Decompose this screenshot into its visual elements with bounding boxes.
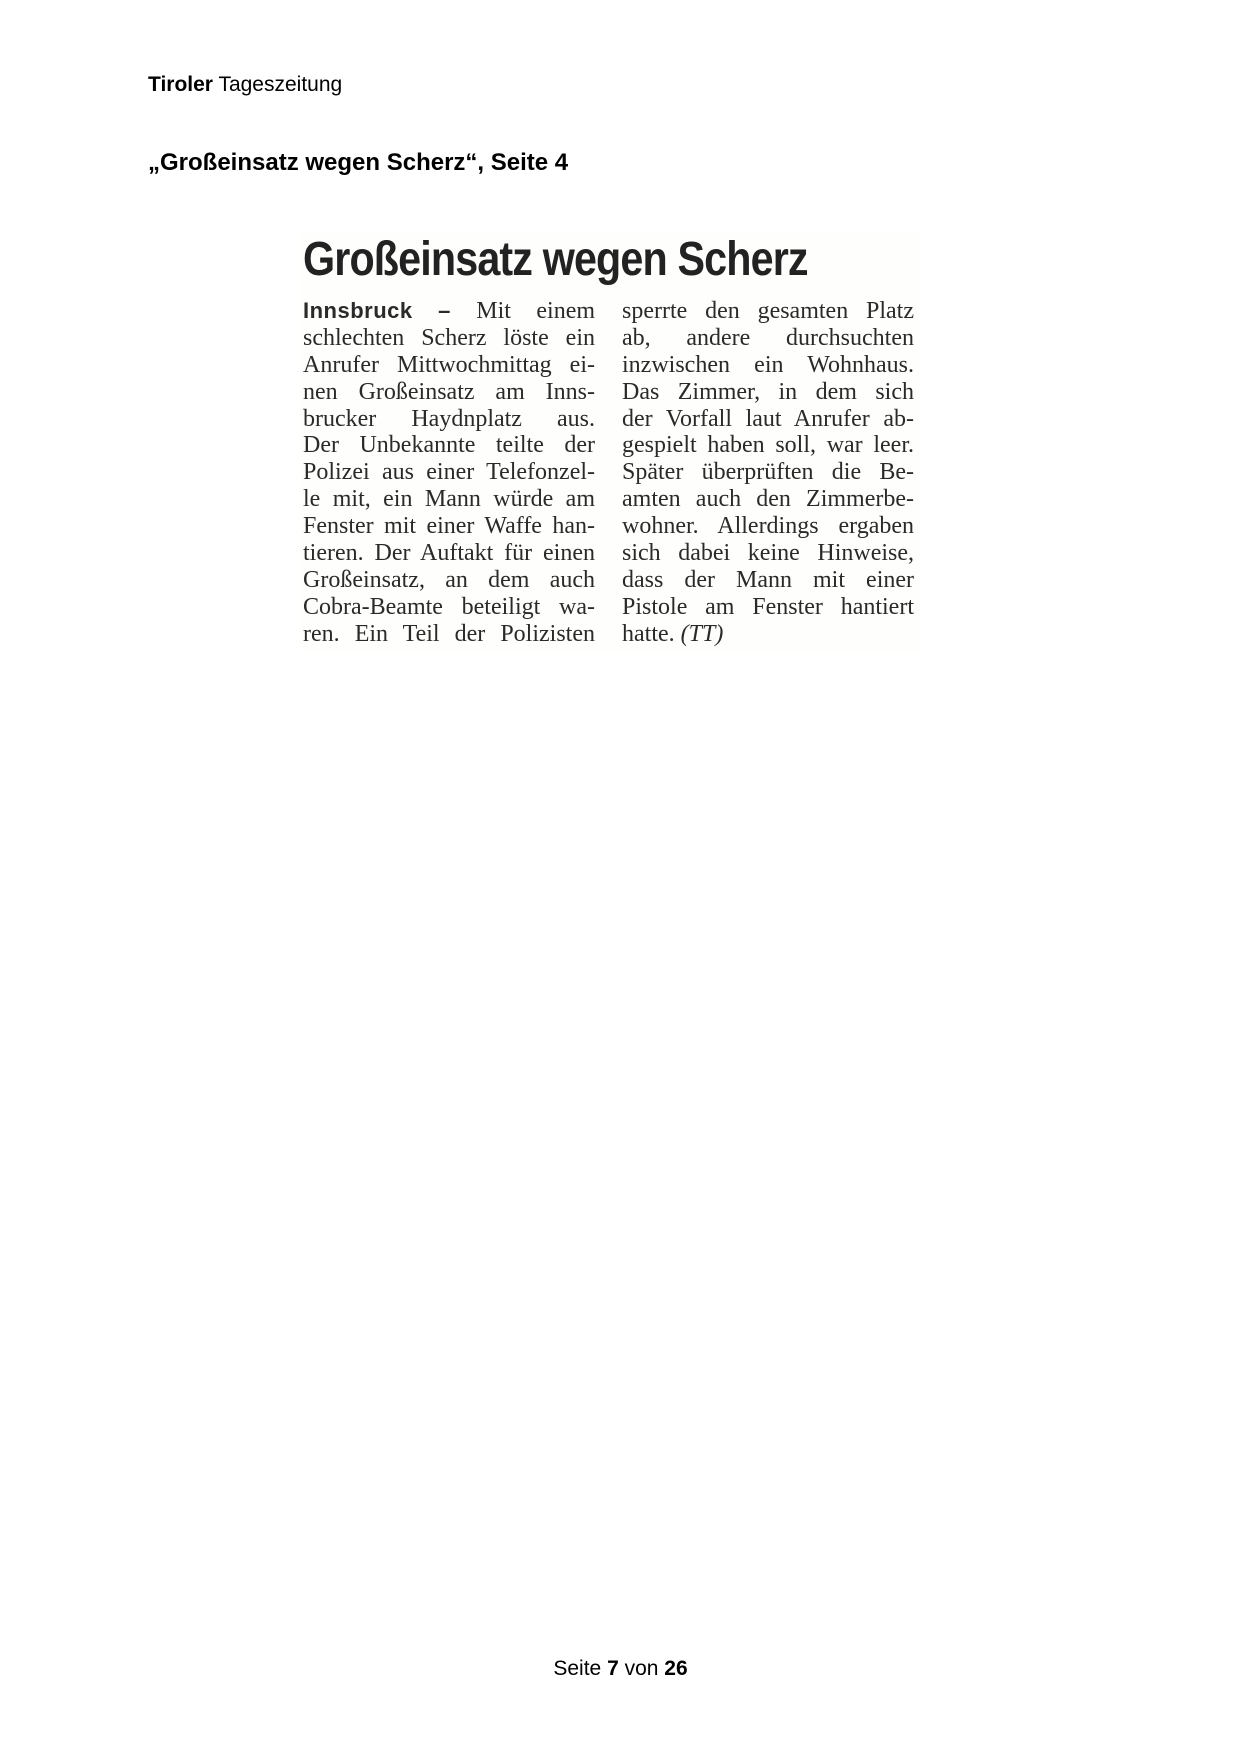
article-line: Fenster mit einer Waffe han- <box>303 513 595 540</box>
article-line: brucker Haydnplatz aus. <box>303 405 595 432</box>
article-line: sperrte den gesamten Platz <box>622 298 914 324</box>
publication-name-rest: Tageszeitung <box>218 73 343 96</box>
article-clipping <box>300 232 920 652</box>
article-line: Später überprüften die Be- <box>622 459 914 486</box>
article-headline: Großeinsatz wegen Scherz <box>303 233 808 286</box>
article-column-1 <box>303 298 595 648</box>
article-line: gespielt haben soll, war leer. <box>622 432 914 459</box>
article-line: Das Zimmer, in dem sich <box>622 378 914 405</box>
page-number: 7 <box>607 1657 619 1680</box>
article-line: ren. Ein Teil der Polizisten <box>303 620 595 647</box>
article-line: wohner. Allerdings ergaben <box>622 513 914 540</box>
article-line: nen Großeinsatz am Inns- <box>303 378 595 405</box>
article-line: sich dabei keine Hinweise, <box>622 540 914 567</box>
article-line: Der Unbekannte teilte der <box>303 432 595 459</box>
article-line: schlechten Scherz löste ein <box>303 324 595 351</box>
article-reference: „Großeinsatz wegen Scherz“, Seite 4 <box>148 149 569 176</box>
source-tag: (TT) <box>680 620 724 647</box>
article-line: ab, andere durchsuchten <box>622 324 914 351</box>
article-line: Anrufer Mittwochmittag ei- <box>303 351 595 378</box>
article-line-text: Mit einem <box>476 298 596 324</box>
article-line: le mit, ein Mann würde am <box>303 486 595 513</box>
article-line: amten auch den Zimmerbe- <box>622 486 914 513</box>
footer-von: von <box>624 1657 659 1680</box>
article-line: Großeinsatz, an dem auch <box>303 566 595 593</box>
article-line: dass der Mann mit einer <box>622 566 914 593</box>
article-line <box>303 298 595 325</box>
article-line <box>622 621 914 648</box>
page-footer <box>0 1657 1241 1681</box>
article-line: tieren. Der Auftakt für einen <box>303 540 595 567</box>
dateline-dash: – <box>438 298 451 323</box>
article-line: Pistole am Fenster hantiert <box>622 593 914 620</box>
publication-name <box>148 73 342 97</box>
dateline: Innsbruck <box>303 298 413 323</box>
page-total: 26 <box>664 1657 688 1680</box>
article-line: der Vorfall laut Anrufer ab- <box>622 405 914 432</box>
article-line: Cobra-Beamte beteiligt wa- <box>303 593 595 620</box>
publication-name-bold: Tiroler <box>148 73 213 96</box>
footer-prefix: Seite <box>553 1657 602 1680</box>
article-line: inzwischen ein Wohnhaus. <box>622 351 914 378</box>
article-line-text: hatte. <box>622 620 675 647</box>
article-column-2 <box>622 298 914 648</box>
article-line: Polizei aus einer Telefonzel- <box>303 459 595 486</box>
